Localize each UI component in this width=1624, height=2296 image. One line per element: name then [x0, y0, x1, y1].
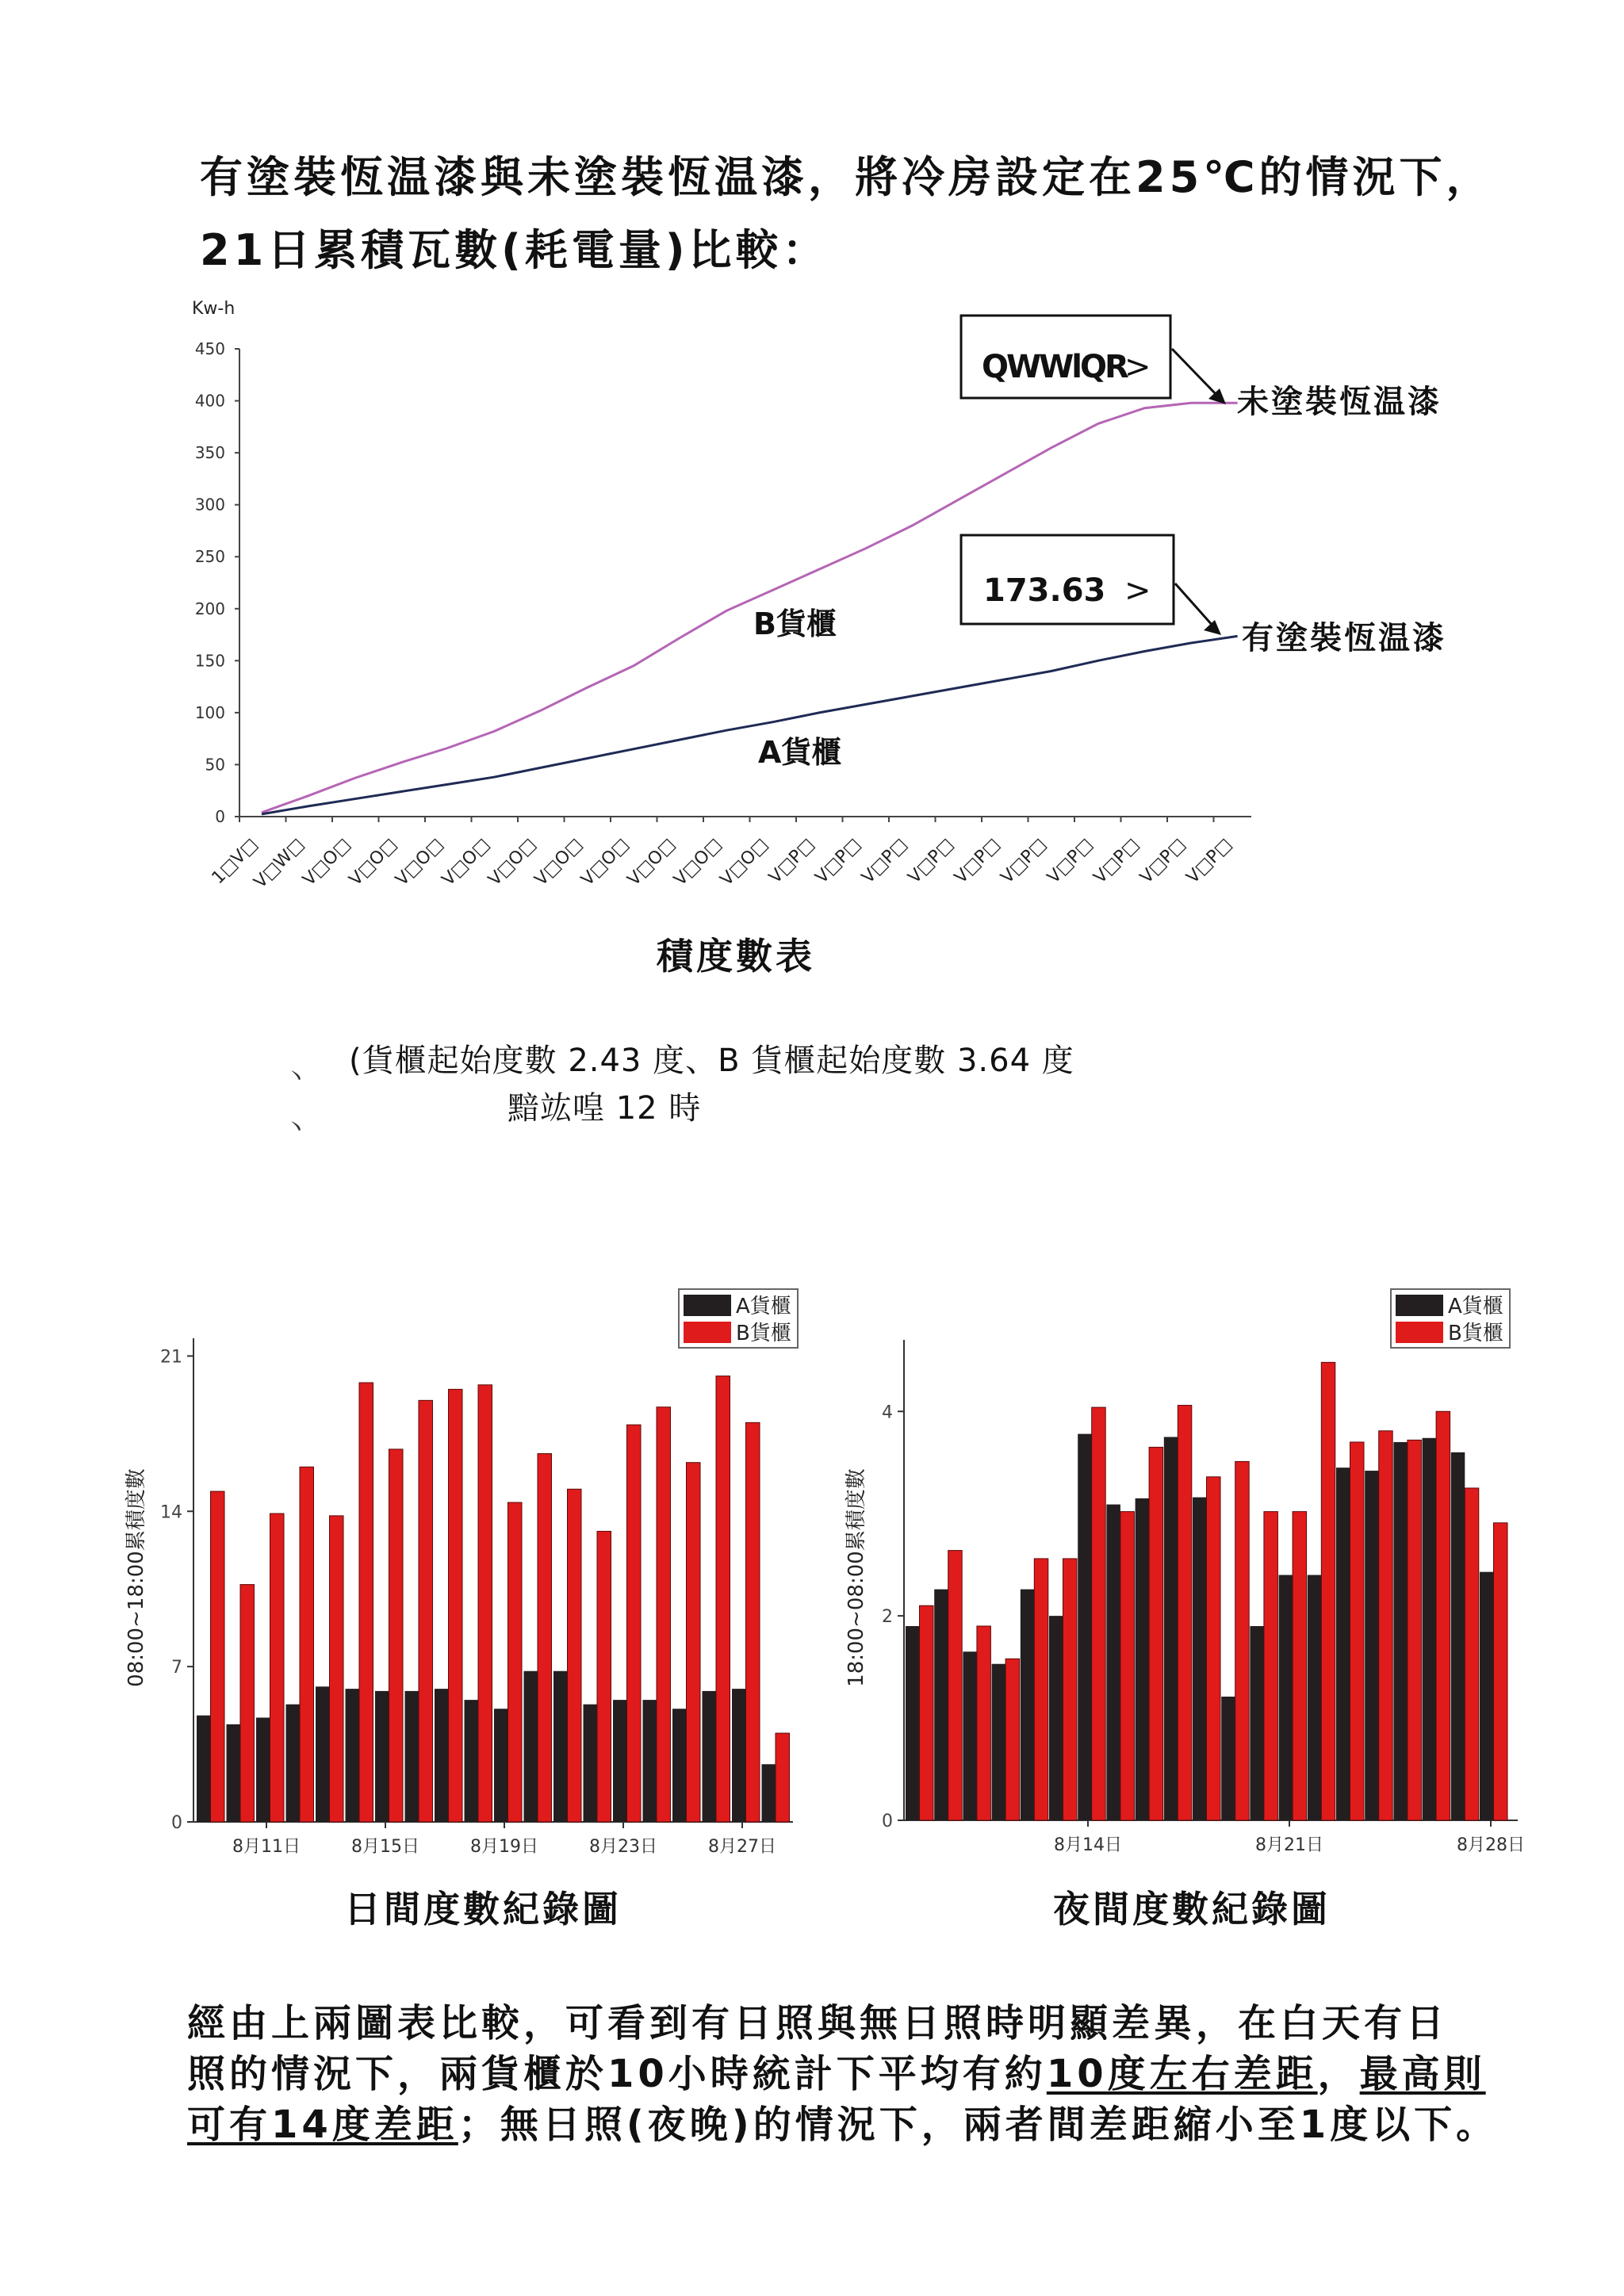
bar-container-a — [613, 1700, 627, 1822]
x-tick-label: V□P□ — [811, 834, 865, 888]
x-tick-label: 8月23日 — [589, 1837, 657, 1857]
note-line-2: 黯竑喤 12 時 — [508, 1090, 702, 1127]
bar-container-b — [330, 1516, 344, 1822]
bar-container-b — [478, 1385, 492, 1822]
x-tick-label: V□P□ — [951, 834, 1005, 888]
bar-container-a — [465, 1700, 479, 1822]
bar-container-b — [1092, 1407, 1106, 1820]
y-tick-label: 300 — [194, 495, 225, 515]
y-tick-label: 14 — [160, 1502, 182, 1523]
bar-container-a — [1451, 1452, 1465, 1820]
bar-container-b — [1034, 1559, 1048, 1820]
bar-container-a — [672, 1709, 687, 1822]
callout-uncoated-arrow — [1172, 349, 1218, 396]
bar-container-a — [643, 1700, 657, 1822]
bar-container-a — [256, 1717, 270, 1822]
legend-label-a: A貨櫃 — [1448, 1295, 1503, 1318]
conclusion-text: ；無日照(夜晚)的情況下，兩者間差距縮小至1度以下。 — [458, 2103, 1499, 2147]
bar-container-b — [948, 1551, 963, 1820]
bar-container-b — [746, 1422, 760, 1822]
x-tick-label: V□O□ — [577, 834, 634, 890]
bar-container-a — [1480, 1572, 1494, 1820]
x-tick-label: V□O□ — [623, 834, 680, 890]
bar-container-b — [1149, 1447, 1163, 1820]
label-uncoated: 未塗裝恆温漆 — [1237, 384, 1442, 420]
x-tick-label: V□W□ — [250, 834, 308, 893]
bar-container-a — [1136, 1498, 1150, 1820]
bar-container-a — [1049, 1616, 1063, 1820]
y-tick-label: 200 — [194, 599, 225, 618]
bar-container-b — [1235, 1461, 1250, 1820]
bar-container-a — [553, 1671, 568, 1822]
y-tick-label: 7 — [171, 1658, 182, 1678]
y-tick-label: 150 — [194, 651, 225, 671]
conclusion-line-1: 經由上兩圖表比較，可看到有日照與無日照時明顯差異，在白天有日 — [187, 2001, 1449, 2045]
x-tick-label: 8月14日 — [1054, 1835, 1122, 1855]
bar-container-b — [568, 1489, 582, 1822]
x-tick-label: V□O□ — [716, 834, 772, 890]
conclusion-text: ， — [1317, 2052, 1360, 2096]
bar-container-a — [524, 1671, 538, 1822]
bar-container-a — [405, 1691, 419, 1822]
bar-container-b — [449, 1389, 463, 1822]
x-tick-label: V□O□ — [530, 834, 587, 890]
nighttime-bar-chart — [825, 1269, 1618, 1871]
bar-container-b — [1063, 1559, 1078, 1820]
daytime-bar-chart — [0, 1269, 825, 1871]
conclusion-paragraph — [187, 1998, 1499, 2150]
x-tick-label: 8月28日 — [1457, 1835, 1525, 1855]
callout-coated-value: 173.63 — [983, 572, 1106, 609]
x-tick-label: V□O□ — [299, 834, 355, 890]
bar-container-a — [494, 1709, 508, 1822]
bar-container-a — [732, 1689, 746, 1822]
bar-container-a — [906, 1626, 920, 1820]
day-chart-y-label: 08:00~18:00累積度數 — [124, 1468, 148, 1687]
legend-swatch-b — [684, 1322, 731, 1343]
bar-container-b — [419, 1400, 433, 1822]
bar-container-b — [1408, 1440, 1422, 1820]
y-tick-label: 0 — [215, 807, 225, 826]
note-mark-1: 丶 — [284, 1064, 308, 1092]
bar-container-a — [1164, 1437, 1178, 1820]
bar-container-a — [1308, 1575, 1322, 1820]
day-chart-caption: 日間度數紀錄圖 — [344, 1888, 622, 1931]
bar-container-b — [687, 1463, 701, 1822]
bar-container-b — [240, 1585, 255, 1822]
label-container-a: A貨櫃 — [758, 735, 842, 770]
x-tick-label: V□P□ — [1136, 834, 1190, 888]
night-chart-caption: 夜間度數紀錄圖 — [1053, 1888, 1331, 1931]
y-tick-label: 21 — [160, 1347, 182, 1368]
y-tick-label: 400 — [194, 391, 225, 411]
x-tick-label: V□O□ — [345, 834, 401, 890]
label-container-b: B貨櫃 — [753, 607, 837, 641]
bar-container-a — [703, 1691, 717, 1822]
bar-container-a — [227, 1724, 241, 1822]
x-tick-label: 1□V□ — [208, 834, 262, 889]
bar-container-b — [977, 1626, 991, 1820]
conclusion-highlight-max-value: 可有14度差距 — [187, 2103, 458, 2147]
conclusion-line-2 — [187, 2049, 1486, 2099]
cumulative-kwh-line-chart — [0, 285, 1624, 999]
y-tick-label: 0 — [171, 1813, 182, 1833]
x-tick-label: V□P□ — [1182, 834, 1236, 888]
night-chart-legend — [1391, 1289, 1510, 1348]
bar-container-b — [1264, 1512, 1278, 1820]
bar-container-a — [1106, 1505, 1120, 1820]
bar-container-b — [920, 1605, 934, 1820]
callout-coated-arrow-glyph: > — [1124, 572, 1151, 609]
bar-container-a — [316, 1686, 330, 1822]
bar-container-b — [1465, 1488, 1479, 1820]
bar-container-b — [211, 1491, 225, 1822]
x-tick-label: 8月21日 — [1255, 1835, 1323, 1855]
bar-container-b — [359, 1383, 373, 1822]
bar-container-b — [1350, 1442, 1365, 1820]
heading-line-1: 有塗裝恆温漆與未塗裝恆温漆，將冷房設定在25℃的情況下， — [200, 152, 1493, 202]
bar-container-a — [1336, 1468, 1350, 1820]
legend-label-b: B貨櫃 — [1448, 1322, 1503, 1345]
y-tick-label: 100 — [194, 702, 225, 722]
x-tick-label: V□O□ — [485, 834, 541, 890]
night-chart-y-label: 18:00~08:00累積度數 — [845, 1468, 868, 1687]
bar-container-b — [538, 1454, 552, 1822]
y-tick-label: 450 — [194, 339, 225, 358]
bar-container-a — [963, 1651, 977, 1820]
bar-container-b — [657, 1407, 671, 1822]
day-chart-legend — [679, 1289, 798, 1348]
y-tick-label: 350 — [194, 443, 225, 463]
x-tick-label: V□P□ — [904, 834, 958, 888]
bar-container-a — [584, 1705, 598, 1822]
bar-container-b — [270, 1513, 285, 1822]
bar-container-a — [346, 1689, 360, 1822]
x-tick-label: V□P□ — [997, 834, 1051, 888]
bar-container-a — [1423, 1438, 1437, 1820]
arrow-head-icon — [1204, 620, 1221, 635]
bar-container-b — [1120, 1512, 1135, 1820]
bar-container-a — [1393, 1442, 1408, 1820]
conclusion-highlight-max: 最高則 — [1359, 2052, 1486, 2096]
bar-container-a — [934, 1590, 948, 1820]
callout-uncoated-arrow-glyph: > — [1124, 349, 1151, 385]
bar-container-b — [1379, 1431, 1393, 1820]
note-line-1: (貨櫃起始度數 2.43 度、B 貨櫃起始度數 3.64 度 — [349, 1043, 1074, 1079]
x-tick-label: 8月11日 — [232, 1837, 301, 1857]
y-tick-label: 50 — [205, 755, 225, 775]
legend-swatch-a — [684, 1295, 731, 1316]
x-tick-label: 8月19日 — [470, 1837, 538, 1857]
conclusion-line-3 — [187, 2099, 1499, 2150]
conclusion-text: 照的情況下，兩貨櫃於10小時統計下平均有約 — [187, 2052, 1047, 2096]
y-tick-label: 250 — [194, 547, 225, 567]
page-heading — [200, 141, 1548, 287]
legend-swatch-b — [1396, 1322, 1443, 1343]
bar-container-a — [286, 1705, 301, 1822]
bar-container-a — [1365, 1471, 1379, 1820]
y-tick-label: 4 — [882, 1402, 893, 1423]
y-tick-label: 0 — [882, 1812, 893, 1831]
coated-series-line — [262, 636, 1238, 814]
line-chart-caption: 積度數表 — [657, 935, 815, 978]
bar-container-a — [1221, 1697, 1235, 1820]
line-chart-y-label: Kw-h — [192, 299, 236, 319]
bar-container-a — [1021, 1590, 1035, 1820]
label-coated: 有塗裝恆温漆 — [1242, 620, 1446, 656]
bar-container-b — [508, 1502, 523, 1822]
bar-container-a — [762, 1764, 776, 1822]
bar-container-b — [716, 1376, 730, 1822]
note-mark-2: 丶 — [284, 1115, 308, 1142]
bar-container-a — [435, 1689, 449, 1822]
y-tick-label: 2 — [882, 1607, 893, 1628]
bar-container-a — [1279, 1575, 1293, 1820]
x-tick-label: 8月27日 — [708, 1837, 776, 1857]
bar-container-a — [1250, 1626, 1264, 1820]
bar-container-b — [1178, 1406, 1192, 1820]
bar-container-b — [1321, 1362, 1335, 1820]
x-tick-label: V□P□ — [1090, 834, 1143, 888]
legend-label-a: A貨櫃 — [736, 1295, 791, 1318]
bar-container-b — [1494, 1523, 1508, 1820]
x-tick-label: V□P□ — [858, 834, 912, 888]
callout-coated-arrow — [1175, 584, 1213, 626]
bar-container-b — [389, 1449, 404, 1822]
conclusion-highlight-avg: 10度左右差距 — [1046, 2052, 1318, 2096]
callout-uncoated-value: QWWlQR — [982, 349, 1127, 385]
bar-container-b — [1005, 1659, 1020, 1820]
legend-swatch-a — [1396, 1295, 1443, 1316]
x-tick-label: V□O□ — [670, 834, 726, 890]
bar-container-b — [597, 1531, 611, 1822]
heading-line-2: 21日累積瓦數(耗電量)比較： — [200, 225, 829, 275]
bar-container-a — [1193, 1498, 1207, 1820]
x-tick-label: V□O□ — [392, 834, 448, 890]
bar-container-b — [627, 1425, 642, 1822]
bar-container-a — [992, 1664, 1006, 1820]
bar-container-a — [197, 1716, 211, 1822]
bar-container-b — [776, 1733, 790, 1822]
bar-container-b — [1207, 1477, 1221, 1820]
x-tick-label: V□P□ — [765, 834, 819, 888]
x-tick-label: V□O□ — [438, 834, 494, 890]
legend-label-b: B貨櫃 — [736, 1322, 791, 1345]
bar-container-b — [300, 1467, 314, 1822]
bar-container-a — [375, 1691, 389, 1822]
bar-container-b — [1293, 1512, 1307, 1820]
bar-container-a — [1078, 1434, 1092, 1820]
x-tick-label: V□P□ — [1044, 834, 1097, 888]
x-tick-label: 8月15日 — [351, 1837, 419, 1857]
bar-container-b — [1436, 1411, 1450, 1820]
